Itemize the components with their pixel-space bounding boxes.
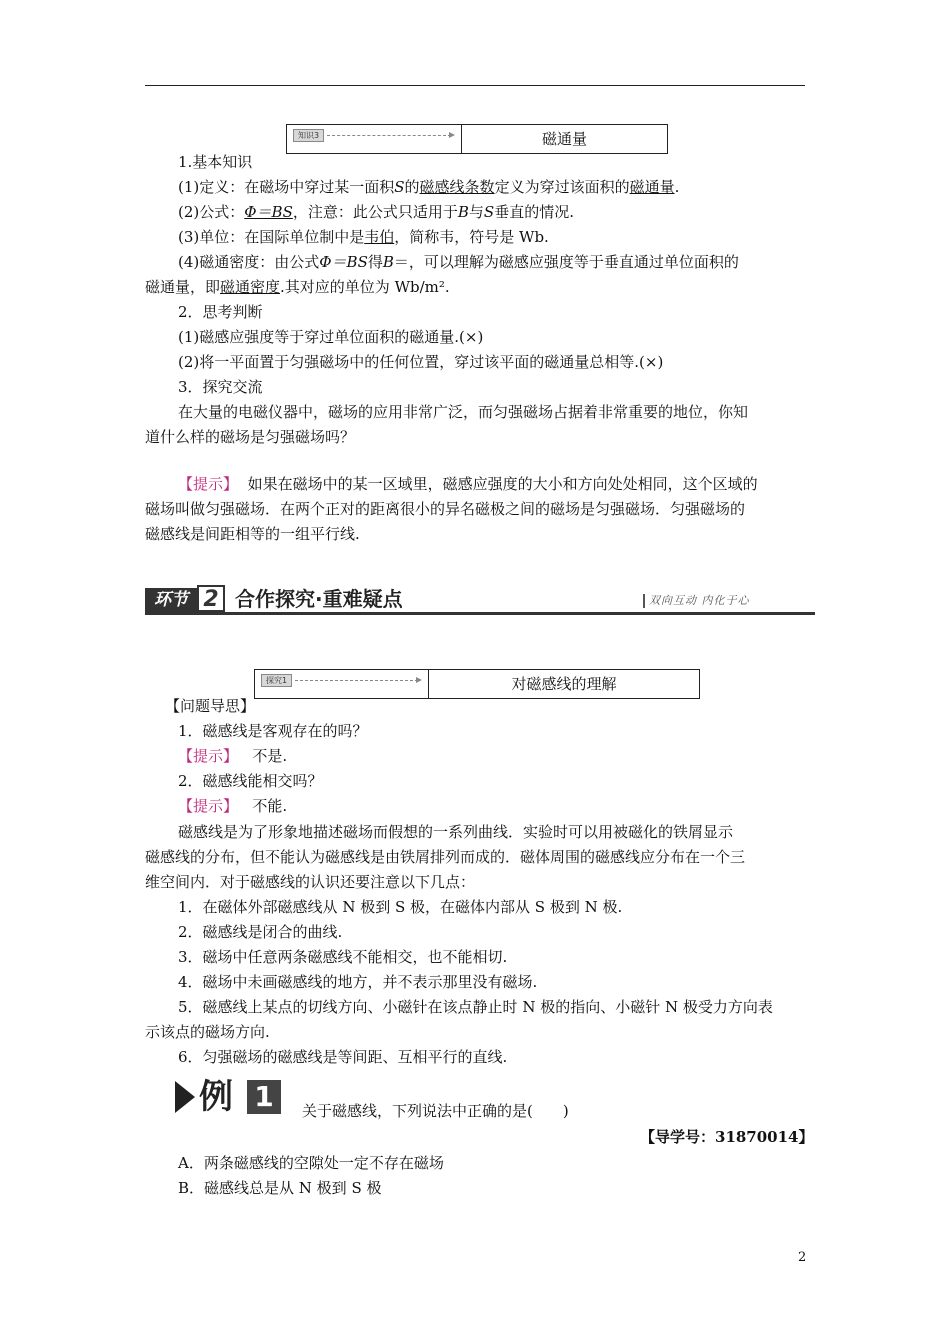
example-number: 1	[247, 1080, 281, 1114]
basic-heading: 1.基本知识	[178, 153, 253, 171]
knowledge-box	[286, 124, 668, 154]
point-2: 2．磁感线是闭合的曲线.	[178, 923, 343, 941]
example-question: 关于磁感线，下列说法中正确的是( )	[302, 1102, 569, 1120]
guide-paragraph-2: 磁感线的分布，但不能认为磁感线是由铁屑排列而成的．磁体周围的磁感线应分布在一个三	[145, 848, 746, 866]
judge-item-1: (1)磁感应强度等于穿过单位面积的磁通量.(×)	[178, 328, 484, 346]
point-6: 6．匀强磁场的磁感线是等间距、互相平行的直线.	[178, 1048, 508, 1066]
example-badge	[175, 1077, 285, 1117]
explore-tag: 探究1	[261, 674, 292, 687]
definition-line: (1)定义：在磁场中穿过某一面积S的磁感线条数定义为穿过该面积的磁通量.	[178, 178, 680, 196]
header-rule	[145, 85, 805, 86]
section-number: 2	[197, 585, 225, 612]
section-subtitle: 双向互动 内化于心	[643, 594, 750, 608]
explore-box	[254, 669, 700, 699]
guide-heading: 【问题导思】	[165, 697, 256, 715]
density-line: (4)磁通密度：由公式Φ＝BS得B＝，可以理解为磁感应强度等于垂直通过单位面积的	[178, 253, 739, 271]
page-number: 2	[798, 1250, 807, 1265]
guide-number: 【导学号：31870014】	[640, 1128, 814, 1146]
option-b: B．磁感线总是从 N 极到 S 极	[178, 1179, 382, 1197]
hint-label: 【提示】	[178, 797, 239, 815]
option-a: A．两条磁感线的空隙处一定不存在磁场	[178, 1154, 444, 1172]
guide-question-2: 2．磁感线能相交吗？	[178, 772, 323, 790]
guide-answer-1: 【提示】 不是.	[178, 747, 288, 765]
explore-title: 对磁感线的理解	[511, 675, 617, 693]
banner-rule	[145, 612, 815, 615]
section-label: 环节	[145, 588, 197, 612]
triangle-icon	[175, 1081, 195, 1113]
unit-line: (3)单位：在国际单位制中是韦伯，简称韦，符号是 Wb.	[178, 228, 549, 246]
hint-paragraph-1: 【提示】 如果在磁场中的某一区域里，磁感应强度的大小和方向处处相同，这个区域的	[178, 475, 758, 493]
point-3: 3．磁场中任意两条磁感线不能相交，也不能相切.	[178, 948, 508, 966]
guide-paragraph-3: 维空间内．对于磁感线的认识还要注意以下几点：	[145, 873, 476, 891]
guide-question-1: 1．磁感线是客观存在的吗？	[178, 722, 368, 740]
hint-label: 【提示】	[178, 747, 239, 765]
judge-heading: 2．思考判断	[178, 303, 263, 321]
guide-paragraph-1: 磁感线是为了形象地描述磁场而假想的一系列曲线．实验时可以用被磁化的铁屑显示	[178, 823, 734, 841]
point-5-cont: 示该点的磁场方向.	[145, 1023, 270, 1041]
point-5: 5．磁感线上某点的切线方向、小磁针在该点静止时 N 极的指向、小磁针 N 极受力方向表	[178, 998, 773, 1016]
arrow-icon	[295, 680, 418, 681]
judge-item-2: (2)将一平面置于匀强磁场中的任何位置，穿过该平面的磁通量总相等.(×)	[178, 353, 664, 371]
explore-text-1: 在大量的电磁仪器中，磁场的应用非常广泛，而匀强磁场占据着非常重要的地位，你知	[178, 403, 749, 421]
explore-text-2: 道什么样的磁场是匀强磁场吗？	[145, 428, 356, 446]
guide-answer-2: 【提示】 不能.	[178, 797, 288, 815]
section-banner	[145, 585, 815, 615]
hint-paragraph-2: 磁场叫做匀强磁场．在两个正对的距离很小的异名磁极之间的磁场是匀强磁场．匀强磁场的	[145, 500, 746, 518]
hint-paragraph-3: 磁感线是间距相等的一组平行线.	[145, 525, 360, 543]
explore-heading: 3．探究交流	[178, 378, 263, 396]
knowledge-tag-area	[287, 125, 462, 153]
example-char: 例	[199, 1077, 233, 1117]
point-1: 1．在磁体外部磁感线从 N 极到 S 极，在磁体内部从 S 极到 N 极.	[178, 898, 623, 916]
knowledge-tag: 知识3	[293, 129, 324, 142]
arrow-icon	[327, 135, 451, 136]
formula-line: (2)公式：Φ＝BS，注意：此公式只适用于B与S垂直的情况.	[178, 203, 574, 221]
hint-label: 【提示】	[178, 475, 239, 493]
knowledge-title: 磁通量	[541, 130, 587, 148]
section-title: 合作探究·重难疑点	[235, 587, 403, 611]
density-line-2: 磁通量，即磁通密度.其对应的单位为 Wb/m².	[145, 278, 450, 296]
point-4: 4．磁场中未画磁感线的地方，并不表示那里没有磁场.	[178, 973, 538, 991]
explore-tag-area	[255, 670, 429, 698]
